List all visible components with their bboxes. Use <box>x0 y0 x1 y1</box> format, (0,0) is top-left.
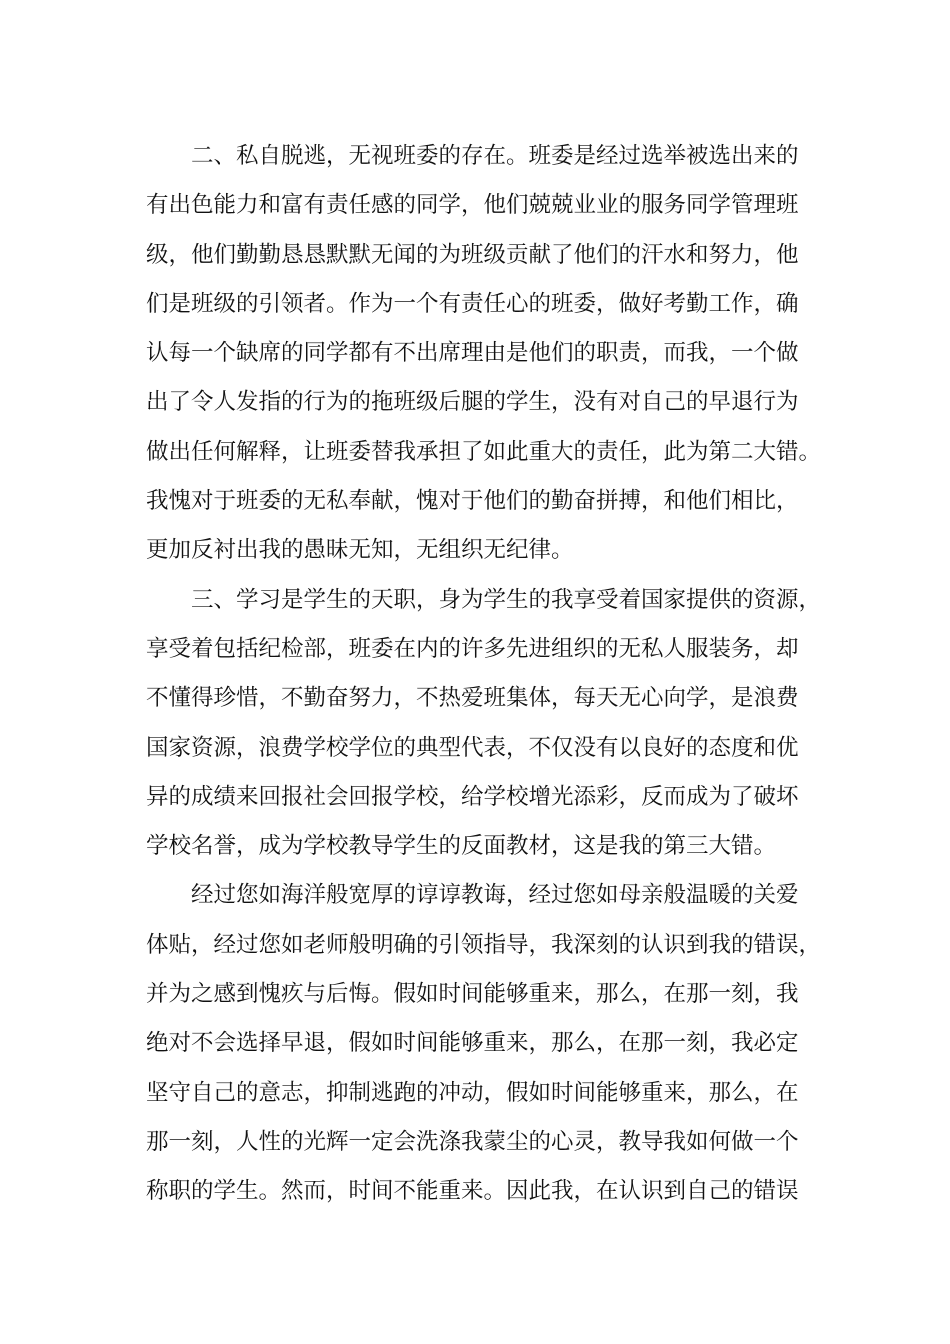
paragraph-1 <box>146 132 836 576</box>
text-line: 绝对不会选择早退，假如时间能够重来，那么，在那一刻，我必定 <box>146 1030 799 1057</box>
text-line: 称职的学生。然而，时间不能重来。因此我，在认识到自己的错误 <box>146 1178 799 1205</box>
text-line: 们是班级的引领者。作为一个有责任心的班委，做好考勤工作，确 <box>146 290 799 317</box>
text-line: 级，他们勤勤恳恳默默无闻的为班级贡献了他们的汗水和努力，他 <box>146 241 799 268</box>
text-line: 不懂得珍惜，不勤奋努力，不热爱班集体，每天无心向学，是浪费 <box>146 685 799 712</box>
text-line: 学校名誉，成为学校教导学生的反面教材，这是我的第三大错。 <box>146 833 777 860</box>
text-line: 坚守自己的意志，抑制逃跑的冲动，假如时间能够重来，那么，在 <box>146 1079 799 1106</box>
text-line: 经过您如海洋般宽厚的谆谆教诲，经过您如母亲般温暖的关爱 <box>191 882 799 909</box>
text-line: 认每一个缺席的同学都有不出席理由是他们的职责，而我，一个做 <box>146 340 799 367</box>
paragraph-3 <box>146 871 836 1216</box>
document-body <box>146 132 836 1217</box>
text-line: 有出色能力和富有责任感的同学，他们兢兢业业的服务同学管理班 <box>146 192 799 219</box>
text-line: 做出任何解释，让班委替我承担了如此重大的责任，此为第二大错。 <box>146 438 822 465</box>
text-line: 那一刻，人性的光辉一定会洗涤我蒙尘的心灵，教导我如何做一个 <box>146 1128 799 1155</box>
text-line: 体贴，经过您如老师般明确的引领指导，我深刻的认识到我的错误， <box>146 931 822 958</box>
text-line: 异的成绩来回报社会回报学校，给学校增光添彩，反而成为了破坏 <box>146 783 799 810</box>
text-line: 更加反衬出我的愚昧无知，无组织无纪律。 <box>146 537 574 564</box>
text-line: 三、学习是学生的天职，身为学生的我享受着国家提供的资源， <box>191 586 822 613</box>
paragraph-2 <box>146 576 836 872</box>
text-line: 享受着包括纪检部，班委在内的许多先进组织的无私人服装务，却 <box>146 635 799 662</box>
text-line: 二、私自脱逃，无视班委的存在。班委是经过选举被选出来的 <box>191 143 799 169</box>
text-line: 并为之感到愧疚与后悔。假如时间能够重来，那么，在那一刻，我 <box>146 981 799 1008</box>
text-line: 出了令人发指的行为的拖班级后腿的学生，没有对自己的早退行为 <box>146 389 799 416</box>
text-line: 国家资源，浪费学校学位的典型代表，不仅没有以良好的态度和优 <box>146 734 799 761</box>
text-line: 我愧对于班委的无私奉献，愧对于他们的勤奋拼搏，和他们相比， <box>146 488 799 515</box>
